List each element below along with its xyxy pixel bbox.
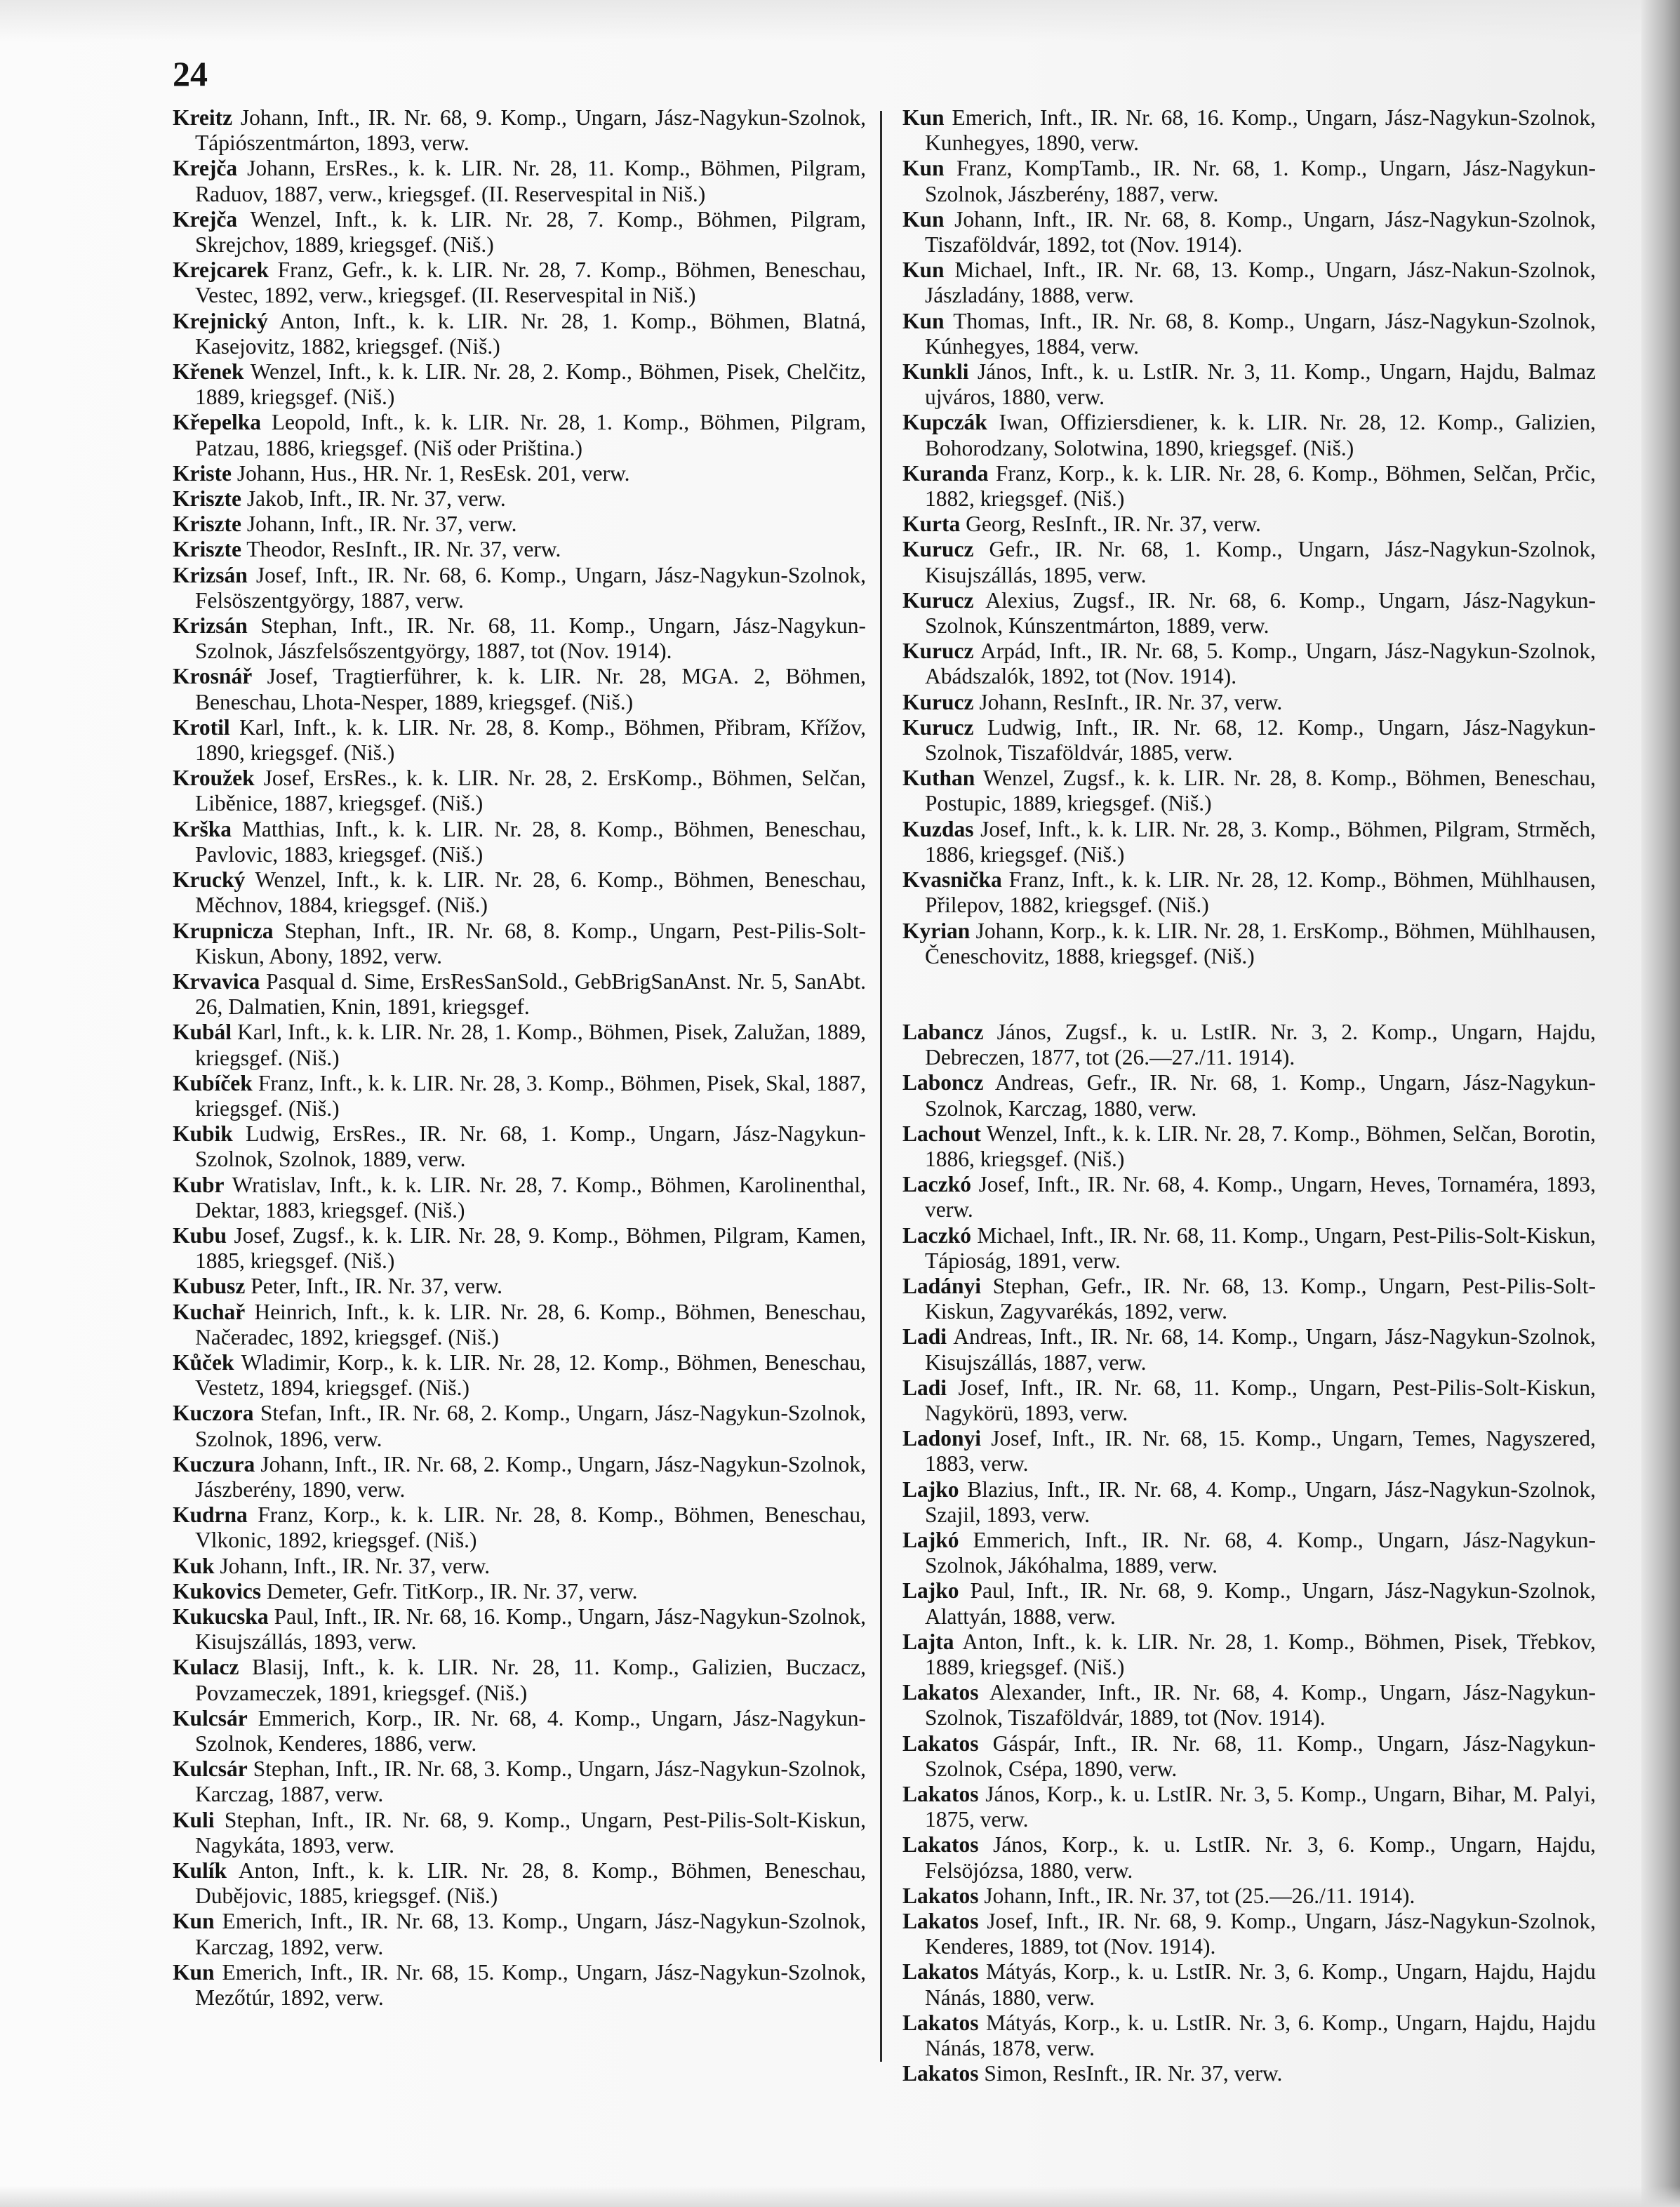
- entry-details: Emmerich, Inft., IR. Nr. 68, 4. Komp., Ungarn, Jász-Nagykun-Szolnok, Jákóhalma, 1889, verw.: [925, 1527, 1596, 1578]
- entry-details: Stephan, Inft., IR. Nr. 68, 8. Komp., Ungarn, Pest-Pilis-Solt-Kiskun, Abony, 1892, verw.: [195, 918, 866, 968]
- entry-details: Wratislav, Inft., k. k. LIR. Nr. 28, 7. Komp., Böhmen, Karolinenthal, Dektar, 1883, kriegsgef. (Niš.): [195, 1172, 866, 1222]
- casualty-entry: [173, 359, 866, 410]
- casualty-entry: [902, 512, 1596, 537]
- entry-surname: Kun: [173, 1909, 215, 1934]
- entry-surname: Krška: [173, 816, 232, 841]
- entry-details: Thomas, Inft., IR. Nr. 68, 8. Komp., Ungarn, Jász-Nagykun-Szolnok, Kúnhegyes, 1884, verw.: [925, 308, 1596, 359]
- casualty-entry: [902, 588, 1596, 639]
- entry-surname: Lakatos: [902, 1959, 979, 1985]
- entry-surname: Lakatos: [902, 1909, 979, 1934]
- entry-details: Wenzel, Inft., k. k. LIR. Nr. 28, 2. Komp., Böhmen, Pisek, Chelčitz, 1889, kriegsgef. (Niš.): [195, 359, 866, 410]
- casualty-entry: [173, 410, 866, 460]
- casualty-entry: [902, 156, 1596, 206]
- entry-details: Paul, Inft., IR. Nr. 68, 16. Komp., Ungarn, Jász-Nagykun-Szolnok, Kisujszállás, 1893, verw.: [195, 1603, 866, 1655]
- casualty-entry: [902, 1959, 1596, 2010]
- entry-surname: Lakatos: [902, 1680, 979, 1705]
- casualty-entry: [902, 1070, 1596, 1121]
- entry-surname: Kukucska: [173, 1603, 269, 1629]
- casualty-entry: [173, 1909, 866, 1959]
- casualty-entry: [173, 969, 866, 1020]
- entry-surname: Kulacz: [173, 1655, 239, 1680]
- entry-surname: Kulcsár: [173, 1705, 248, 1731]
- entry-details: Blasij, Inft., k. k. LIR. Nr. 28, 11. Komp., Galizien, Buczacz, Povzameczek, 1891, kriegsgef. (Niš.): [195, 1655, 866, 1705]
- entry-surname: Ladi: [902, 1375, 947, 1400]
- casualty-entry: [902, 1375, 1596, 1426]
- entry-details: Anton, Inft., k. k. LIR. Nr. 28, 1. Komp., Böhmen, Blatná, Kasejovitz, 1882, kriegsgef. (Niš.): [195, 308, 866, 359]
- casualty-entry: [173, 105, 866, 156]
- entry-details: Ludwig, Inft., IR. Nr. 68, 12. Komp., Ungarn, Jász-Nagykun-Szolnok, Tiszaföldvár, 1885, verw.: [925, 714, 1596, 766]
- entry-surname: Kvasnička: [902, 867, 1002, 893]
- entry-surname: Kun: [902, 258, 945, 283]
- entry-surname: Krupnicza: [173, 918, 274, 943]
- entry-surname: Kriszte: [173, 537, 241, 562]
- section-gap: [902, 969, 1596, 1020]
- entry-details: Franz, Inft., k. k. LIR. Nr. 28, 12. Komp., Böhmen, Mühlhausen, Přilepov, 1882, kriegsgef. (Niš.): [925, 867, 1596, 918]
- entry-surname: Kulcsár: [173, 1756, 248, 1782]
- entry-details: Stephan, Inft., IR. Nr. 68, 11. Komp., Ungarn, Jász-Nagykun-Szolnok, Jászfelsőszentgyörgy, 1887, tot (Nov. 1914).: [195, 613, 866, 664]
- casualty-entry: [173, 1858, 866, 1909]
- entry-surname: Kubíček: [173, 1070, 253, 1095]
- entry-details: Wenzel, Inft., k. k. LIR. Nr. 28, 6. Komp., Böhmen, Beneschau, Měchnov, 1884, kriegsgef. (Niš.): [195, 867, 866, 918]
- entry-details: Karl, Inft., k. k. LIR. Nr. 28, 8. Komp., Böhmen, Přibram, Křížov, 1890, kriegsgef. (Niš.): [195, 714, 866, 766]
- entry-details: Gefr., IR. Nr. 68, 1. Komp., Ungarn, Jász-Nagykun-Szolnok, Kisujszállás, 1895, verw.: [925, 537, 1596, 587]
- entry-details: Johann, Inft., IR. Nr. 68, 2. Komp., Ungarn, Jász-Nagykun-Szolnok, Jászberény, 1890, verw.: [195, 1451, 866, 1502]
- casualty-entry: [173, 156, 866, 206]
- entry-details: Josef, Inft., IR. Nr. 68, 9. Komp., Ungarn, Jász-Nagykun-Szolnok, Kenderes, 1889, tot (Nov. 1914).: [925, 1909, 1596, 1959]
- entry-details: Wenzel, Zugsf., k. k. LIR. Nr. 28, 8. Komp., Böhmen, Beneschau, Postupic, 1889, kriegsgef. (Niš.): [925, 766, 1596, 816]
- entry-surname: Lakatos: [902, 2061, 979, 2086]
- entry-details: Paul, Inft., IR. Nr. 68, 9. Komp., Ungarn, Jász-Nagykun-Szolnok, Alattyán, 1888, verw.: [925, 1578, 1596, 1629]
- casualty-entry: [902, 537, 1596, 587]
- entry-surname: Kreitz: [173, 105, 233, 130]
- casualty-entry: [902, 1274, 1596, 1324]
- entry-details: Michael, Inft., IR. Nr. 68, 11. Komp., Ungarn, Pest-Pilis-Solt-Kiskun, Tápioság, 1891, verw.: [925, 1222, 1596, 1273]
- entry-surname: Krotil: [173, 714, 230, 740]
- entry-surname: Kurucz: [902, 587, 974, 613]
- entry-surname: Lajko: [902, 1578, 959, 1603]
- entry-details: János, Korp., k. u. LstIR. Nr. 3, 6. Komp., Ungarn, Hajdu, Felsöjózsa, 1880, verw.: [925, 1832, 1596, 1883]
- entry-surname: Lakatos: [902, 2010, 979, 2035]
- entry-details: Johann, Inft., IR. Nr. 37, verw.: [214, 1553, 491, 1578]
- entry-surname: Kyrian: [902, 918, 971, 943]
- entry-details: Gáspár, Inft., IR. Nr. 68, 11. Komp., Ungarn, Jász-Nagykun-Szolnok, Csépa, 1890, verw.: [925, 1731, 1596, 1781]
- entry-details: Karl, Inft., k. k. LIR. Nr. 28, 1. Komp., Böhmen, Pisek, Zalužan, 1889, kriegsgef. (Niš.): [195, 1020, 866, 1070]
- casualty-entry: [173, 1655, 866, 1705]
- casualty-entry: [173, 537, 866, 562]
- casualty-entry: [173, 1604, 866, 1655]
- entry-details: Johann, ErsRes., k. k. LIR. Nr. 28, 11. Komp., Böhmen, Pilgram, Raduov, 1887, verw., kriegsgef. (II. Reservespital in Niš.): [195, 156, 866, 206]
- entry-surname: Ladányi: [902, 1273, 982, 1298]
- entry-surname: Laczkó: [902, 1222, 971, 1248]
- casualty-entry: [173, 1223, 866, 1274]
- entry-surname: Labancz: [902, 1019, 984, 1044]
- entry-details: Wenzel, Inft., k. k. LIR. Nr. 28, 7. Komp., Böhmen, Pilgram, Skrejchov, 1889, kriegsgef. (Niš.): [195, 206, 866, 258]
- entry-details: Johann, ResInft., IR. Nr. 37, verw.: [973, 689, 1283, 714]
- casualty-entry: [173, 258, 866, 308]
- casualty-entry: [173, 766, 866, 816]
- entry-surname: Kurucz: [902, 714, 974, 740]
- column-divider: [880, 111, 882, 2062]
- casualty-entry: [173, 1020, 866, 1070]
- entry-surname: Kůček: [173, 1349, 234, 1375]
- casualty-entry: [902, 639, 1596, 689]
- entry-surname: Kriste: [173, 460, 232, 486]
- entry-surname: Kun: [902, 156, 945, 181]
- entry-surname: Kubál: [173, 1020, 232, 1045]
- entry-surname: Křenek: [173, 359, 244, 385]
- casualty-entry: [173, 512, 866, 537]
- entry-surname: Kuthan: [902, 766, 975, 791]
- entry-details: Anton, Inft., k. k. LIR. Nr. 28, 8. Komp., Böhmen, Beneschau, Dubějovic, 1885, kriegsgef. (Niš.): [195, 1858, 866, 1909]
- casualty-entry: [173, 461, 866, 486]
- entry-details: Heinrich, Inft., k. k. LIR. Nr. 28, 6. Komp., Böhmen, Beneschau, Načeradec, 1892, kriegsgef. (Niš.): [195, 1299, 866, 1349]
- casualty-entry: [902, 258, 1596, 308]
- casualty-entry: [902, 1680, 1596, 1731]
- entry-details: Ludwig, ErsRes., IR. Nr. 68, 1. Komp., Ungarn, Jász-Nagykun-Szolnok, Szolnok, 1889, verw.: [195, 1121, 866, 1172]
- entry-details: Josef, Zugsf., k. k. LIR. Nr. 28, 9. Komp., Böhmen, Pilgram, Kamen, 1885, kriegsgef. (Niš.): [195, 1222, 866, 1274]
- casualty-entry: [902, 919, 1596, 969]
- entry-details: Stefan, Inft., IR. Nr. 68, 2. Komp., Ungarn, Jász-Nagykun-Szolnok, Szolnok, 1896, verw.: [195, 1401, 866, 1451]
- entry-details: Mátyás, Korp., k. u. LstIR. Nr. 3, 6. Komp., Ungarn, Hajdu, Hajdu Nánás, 1878, verw.: [925, 2010, 1596, 2061]
- casualty-entry: [902, 1883, 1596, 1909]
- entry-surname: Kuranda: [902, 460, 989, 486]
- casualty-entry: [173, 207, 866, 258]
- entry-details: Mátyás, Korp., k. u. LstIR. Nr. 3, 6. Komp., Ungarn, Hajdu, Hajdu Nánás, 1880, verw.: [925, 1959, 1596, 2010]
- entry-details: Franz, Gefr., k. k. LIR. Nr. 28, 7. Komp., Böhmen, Beneschau, Vestec, 1892, verw., kriegsgef. (II. Reservespital in Niš.): [195, 258, 866, 308]
- entry-details: Josef, Inft., IR. Nr. 68, 15. Komp., Ungarn, Temes, Nagyszered, 1883, verw.: [925, 1426, 1596, 1476]
- casualty-entry: [902, 1020, 1596, 1070]
- entry-surname: Kurta: [902, 512, 961, 537]
- entry-details: Stephan, Inft., IR. Nr. 68, 9. Komp., Ungarn, Pest-Pilis-Solt-Kiskun, Nagykáta, 1893, verw.: [195, 1807, 866, 1858]
- entry-details: Franz, Korp., k. k. LIR. Nr. 28, 8. Komp., Böhmen, Beneschau, Vlkonic, 1892, kriegsgef. (Niš.): [195, 1502, 866, 1553]
- casualty-entry: [902, 410, 1596, 460]
- casualty-entry: [173, 1350, 866, 1401]
- entry-surname: Lakatos: [902, 1832, 979, 1858]
- casualty-entry: [902, 359, 1596, 410]
- page-edge-shadow: [1641, 0, 1680, 2207]
- entry-details: Josef, Tragtierführer, k. k. LIR. Nr. 28, MGA. 2, Böhmen, Beneschau, Lhota-Nesper, 1889, kriegsgef. (Niš.): [195, 664, 866, 714]
- entry-details: Georg, ResInft., IR. Nr. 37, verw.: [960, 512, 1261, 537]
- casualty-entry: [173, 1274, 866, 1299]
- entry-details: Peter, Inft., IR. Nr. 37, verw.: [245, 1274, 503, 1299]
- casualty-entry: [902, 1172, 1596, 1222]
- entry-details: Josef, ErsRes., k. k. LIR. Nr. 28, 2. ErsKomp., Böhmen, Selčan, Liběnice, 1887, kriegsgef. (Niš.): [195, 766, 866, 816]
- casualty-entry: [902, 715, 1596, 766]
- entry-details: Demeter, Gefr. TitKorp., IR. Nr. 37, verw.: [261, 1578, 638, 1603]
- casualty-entry: [173, 1401, 866, 1451]
- casualty-entry: [902, 1909, 1596, 1959]
- casualty-entry: [173, 1300, 866, 1350]
- entry-details: Pasqual d. Sime, ErsResSanSold., GebBrigSanAnst. Nr. 5, SanAbt. 26, Dalmatien, Knin, 1891, kriegsgef.: [195, 968, 866, 1020]
- casualty-entry: [902, 1528, 1596, 1578]
- entry-surname: Kubusz: [173, 1274, 246, 1299]
- entry-details: Josef, Inft., IR. Nr. 68, 11. Komp., Ungarn, Pest-Pilis-Solt-Kiskun, Nagykörü, 1893, verw.: [925, 1375, 1596, 1425]
- casualty-entry: [173, 919, 866, 969]
- entry-details: Arpád, Inft., IR. Nr. 68, 5. Komp., Ungarn, Jász-Nagykun-Szolnok, Abádszalók, 1892, tot (Nov. 1914).: [925, 639, 1596, 689]
- entry-details: Theodor, ResInft., IR. Nr. 37, verw.: [241, 537, 561, 562]
- casualty-entry: [902, 766, 1596, 816]
- entry-details: Blazius, Inft., IR. Nr. 68, 4. Komp., Ungarn, Jász-Nagykun-Szolnok, Szajil, 1893, verw.: [925, 1476, 1596, 1527]
- casualty-entry: [902, 1121, 1596, 1172]
- entry-details: Johann, Inft., IR. Nr. 37, verw.: [241, 512, 517, 537]
- entry-details: Josef, Inft., k. k. LIR. Nr. 28, 3. Komp., Böhmen, Pilgram, Strměch, 1886, kriegsgef. (Niš.): [925, 816, 1596, 867]
- entry-surname: Lajkó: [902, 1527, 959, 1552]
- casualty-entry: [173, 1808, 866, 1858]
- entry-surname: Krizsán: [173, 613, 248, 639]
- entry-surname: Krejcarek: [173, 258, 269, 283]
- entry-surname: Kurucz: [902, 537, 974, 562]
- entry-surname: Kuk: [173, 1553, 215, 1578]
- entry-surname: Kunkli: [902, 359, 969, 385]
- entry-details: Iwan, Offiziersdiener, k. k. LIR. Nr. 28, 12. Komp., Galizien, Bohorodzany, Solotwina, 1890, kriegsgef. (Niš.): [925, 410, 1596, 460]
- entry-details: Andreas, Gefr., IR. Nr. 68, 1. Komp., Ungarn, Jász-Nagykun-Szolnok, Karczag, 1880, verw.: [925, 1070, 1596, 1121]
- entry-surname: Lachout: [902, 1121, 982, 1146]
- casualty-entry: [902, 1477, 1596, 1528]
- entry-surname: Kriszte: [173, 512, 241, 537]
- entry-details: Emerich, Inft., IR. Nr. 68, 16. Komp., Ungarn, Jász-Nagykun-Szolnok, Kunhegyes, 1890, verw.: [925, 105, 1596, 156]
- casualty-entry: [173, 1071, 866, 1121]
- entry-surname: Kriszte: [173, 486, 241, 512]
- casualty-entry: [902, 105, 1596, 156]
- entry-surname: Krucký: [173, 867, 246, 893]
- casualty-entry: [173, 1960, 866, 2011]
- entry-surname: Ladi: [902, 1324, 947, 1349]
- entry-details: Josef, Inft., IR. Nr. 68, 4. Komp., Ungarn, Heves, Tornaméra, 1893, verw.: [925, 1172, 1596, 1222]
- entry-surname: Kudrna: [173, 1502, 248, 1528]
- entry-details: Alexius, Zugsf., IR. Nr. 68, 6. Komp., Ungarn, Jász-Nagykun-Szolnok, Kúnszentmárton, 1889, verw.: [925, 587, 1596, 639]
- entry-details: Stephan, Inft., IR. Nr. 68, 3. Komp., Ungarn, Jász-Nagykun-Szolnok, Karczag, 1887, verw.: [195, 1756, 866, 1807]
- casualty-entry: [902, 1223, 1596, 1274]
- casualty-entry: [173, 664, 866, 714]
- entry-surname: Krejča: [173, 156, 238, 181]
- entry-details: Emerich, Inft., IR. Nr. 68, 13. Komp., Ungarn, Jász-Nagykun-Szolnok, Karczag, 1892, verw.: [195, 1909, 866, 1959]
- casualty-entry: [902, 461, 1596, 512]
- casualty-entry: [902, 690, 1596, 715]
- entry-surname: Kulík: [173, 1858, 227, 1883]
- entry-surname: Kurucz: [902, 689, 974, 714]
- entry-surname: Lajta: [902, 1629, 954, 1654]
- casualty-entry: [902, 1426, 1596, 1476]
- entry-surname: Lakatos: [902, 1883, 979, 1908]
- entry-surname: Kurucz: [902, 639, 974, 664]
- casualty-entry: [902, 867, 1596, 918]
- entry-surname: Krizsán: [173, 562, 248, 587]
- casualty-entry: [173, 1121, 866, 1172]
- casualty-entry: [173, 563, 866, 613]
- casualty-entry: [902, 207, 1596, 258]
- casualty-entry: [173, 1706, 866, 1756]
- entry-details: Michael, Inft., IR. Nr. 68, 13. Komp., Ungarn, Jász-Nakun-Szolnok, Jászladány, 1888, verw.: [925, 258, 1596, 308]
- entry-details: Simon, ResInft., IR. Nr. 37, verw.: [978, 2061, 1283, 2086]
- entry-details: Johann, Inft., IR. Nr. 68, 8. Komp., Ungarn, Jász-Nagykun-Szolnok, Tiszaföldvár, 1892, tot (Nov. 1914).: [925, 206, 1596, 258]
- left-column: [173, 105, 866, 2011]
- casualty-entry: [173, 1452, 866, 1502]
- entry-surname: Krejča: [173, 206, 238, 232]
- entry-surname: Kuchař: [173, 1299, 246, 1324]
- entry-details: Wladimir, Korp., k. k. LIR. Nr. 28, 12. Komp., Böhmen, Beneschau, Vestetz, 1894, kriegsgef. (Niš.): [195, 1349, 866, 1401]
- entry-details: János, Zugsf., k. u. LstIR. Nr. 3, 2. Komp., Ungarn, Hajdu, Debreczen, 1877, tot (26.—27./11. 1914).: [925, 1019, 1596, 1070]
- casualty-entry: [173, 309, 866, 359]
- entry-details: Emerich, Inft., IR. Nr. 68, 15. Komp., Ungarn, Jász-Nagykun-Szolnok, Mezőtúr, 1892, verw.: [195, 1959, 866, 2011]
- entry-details: Franz, Inft., k. k. LIR. Nr. 28, 3. Komp., Böhmen, Pisek, Skal, 1887, kriegsgef. (Niš.): [195, 1070, 866, 1121]
- entry-surname: Kun: [902, 308, 945, 333]
- top-shadow: [0, 0, 1680, 42]
- entry-surname: Krvavica: [173, 968, 260, 994]
- casualty-entry: [173, 1579, 866, 1604]
- entry-surname: Krejnický: [173, 308, 268, 333]
- entry-surname: Lajko: [902, 1476, 959, 1502]
- entry-surname: Kupczák: [902, 410, 987, 435]
- entry-details: Franz, KompTamb., IR. Nr. 68, 1. Komp., Ungarn, Jász-Nagykun-Szolnok, Jászberény, 1887, verw.: [925, 156, 1596, 206]
- entry-surname: Laboncz: [902, 1070, 984, 1095]
- entry-details: Leopold, Inft., k. k. LIR. Nr. 28, 1. Komp., Böhmen, Pilgram, Patzau, 1886, kriegsgef. (Niš oder Priština.): [195, 410, 866, 460]
- casualty-entry: [173, 613, 866, 664]
- casualty-entry: [902, 1629, 1596, 1680]
- casualty-entry: [902, 817, 1596, 867]
- entry-details: Franz, Korp., k. k. LIR. Nr. 28, 6. Komp., Böhmen, Selčan, Prčic, 1882, kriegsgef. (Niš.): [925, 460, 1596, 512]
- casualty-entry: [902, 1578, 1596, 1629]
- casualty-entry: [173, 1756, 866, 1807]
- entry-surname: Krosnář: [173, 664, 253, 689]
- casualty-entry: [902, 1731, 1596, 1782]
- entry-details: János, Korp., k. u. LstIR. Nr. 3, 5. Komp., Ungarn, Bihar, M. Palyi, 1875, verw.: [925, 1782, 1596, 1832]
- entry-surname: Lakatos: [902, 1731, 979, 1756]
- entry-surname: Kubu: [173, 1222, 227, 1248]
- casualty-entry: [902, 1832, 1596, 1883]
- entry-details: Wenzel, Inft., k. k. LIR. Nr. 28, 7. Komp., Böhmen, Selčan, Borotin, 1886, kriegsgef. (Niš.): [925, 1121, 1596, 1171]
- entry-details: Johann, Korp., k. k. LIR. Nr. 28, 1. ErsKomp., Böhmen, Mühlhausen, Čeneschovitz, 1888, kriegsgef. (Niš.): [925, 918, 1596, 968]
- casualty-entry: [173, 867, 866, 918]
- casualty-entry: [902, 2061, 1596, 2086]
- entry-details: Emmerich, Korp., IR. Nr. 68, 4. Komp., Ungarn, Jász-Nagykun-Szolnok, Kenderes, 1886, verw.: [195, 1705, 866, 1756]
- entry-details: Jakob, Inft., IR. Nr. 37, verw.: [241, 486, 506, 512]
- entry-details: Andreas, Inft., IR. Nr. 68, 14. Komp., Ungarn, Jász-Nagykun-Szolnok, Kisujszállás, 1887, verw.: [925, 1324, 1596, 1375]
- entry-surname: Lakatos: [902, 1782, 979, 1806]
- entry-details: Johann, Inft., IR. Nr. 37, tot (25.—26./11. 1914).: [978, 1883, 1415, 1908]
- casualty-entry: [173, 817, 866, 867]
- entry-surname: Kubr: [173, 1172, 225, 1197]
- entry-surname: Kukovics: [173, 1578, 262, 1603]
- entry-surname: Kuzdas: [902, 816, 974, 841]
- casualty-entry: [173, 1554, 866, 1579]
- casualty-entry: [173, 486, 866, 512]
- entry-details: Johann, Inft., IR. Nr. 68, 9. Komp., Ungarn, Jász-Nagykun-Szolnok, Tápiószentmárton, 1893, verw.: [195, 105, 866, 156]
- casualty-entry: [902, 1782, 1596, 1832]
- casualty-entry: [902, 2011, 1596, 2061]
- entry-surname: Kun: [902, 105, 945, 130]
- entry-details: János, Inft., k. u. LstIR. Nr. 3, 11. Komp., Ungarn, Hajdu, Balmaz ujváros, 1880, verw.: [925, 359, 1596, 410]
- entry-surname: Kubik: [173, 1121, 233, 1147]
- casualty-entry: [173, 715, 866, 766]
- entry-details: Johann, Hus., HR. Nr. 1, ResEsk. 201, verw.: [231, 460, 630, 486]
- entry-surname: Kun: [173, 1959, 215, 1985]
- entry-surname: Kun: [902, 206, 945, 232]
- entry-surname: Kuczora: [173, 1401, 254, 1426]
- casualty-entry: [902, 309, 1596, 359]
- entry-details: Stephan, Gefr., IR. Nr. 68, 13. Komp., Ungarn, Pest-Pilis-Solt-Kiskun, Zagyvarékás, 1892, verw.: [925, 1273, 1596, 1324]
- entry-surname: Laczkó: [902, 1172, 971, 1197]
- entry-details: Alexander, Inft., IR. Nr. 68, 4. Komp., Ungarn, Jász-Nagykun-Szolnok, Tiszaföldvár, 1889, tot (Nov. 1914).: [925, 1680, 1596, 1731]
- entry-surname: Ladonyi: [902, 1426, 982, 1451]
- entry-surname: Kuczura: [173, 1451, 255, 1476]
- entry-details: Matthias, Inft., k. k. LIR. Nr. 28, 8. Komp., Böhmen, Beneschau, Pavlovic, 1883, kriegsgef. (Niš.): [195, 816, 866, 867]
- bottom-edge-shadow: [0, 2186, 1680, 2207]
- page-number: 24: [173, 54, 208, 93]
- casualty-entry: [173, 1502, 866, 1553]
- entry-details: Anton, Inft., k. k. LIR. Nr. 28, 1. Komp., Böhmen, Pisek, Třebkov, 1889, kriegsgef. (Niš.): [925, 1629, 1596, 1679]
- entry-details: Josef, Inft., IR. Nr. 68, 6. Komp., Ungarn, Jász-Nagykun-Szolnok, Felsöszentgyörgy, 1887, verw.: [195, 562, 866, 613]
- casualty-entry: [173, 1173, 866, 1223]
- casualty-entry: [902, 1324, 1596, 1375]
- entry-surname: Kroužek: [173, 766, 255, 791]
- entry-surname: Kuli: [173, 1807, 215, 1832]
- right-column: [902, 105, 1596, 2086]
- entry-surname: Křepelka: [173, 410, 261, 435]
